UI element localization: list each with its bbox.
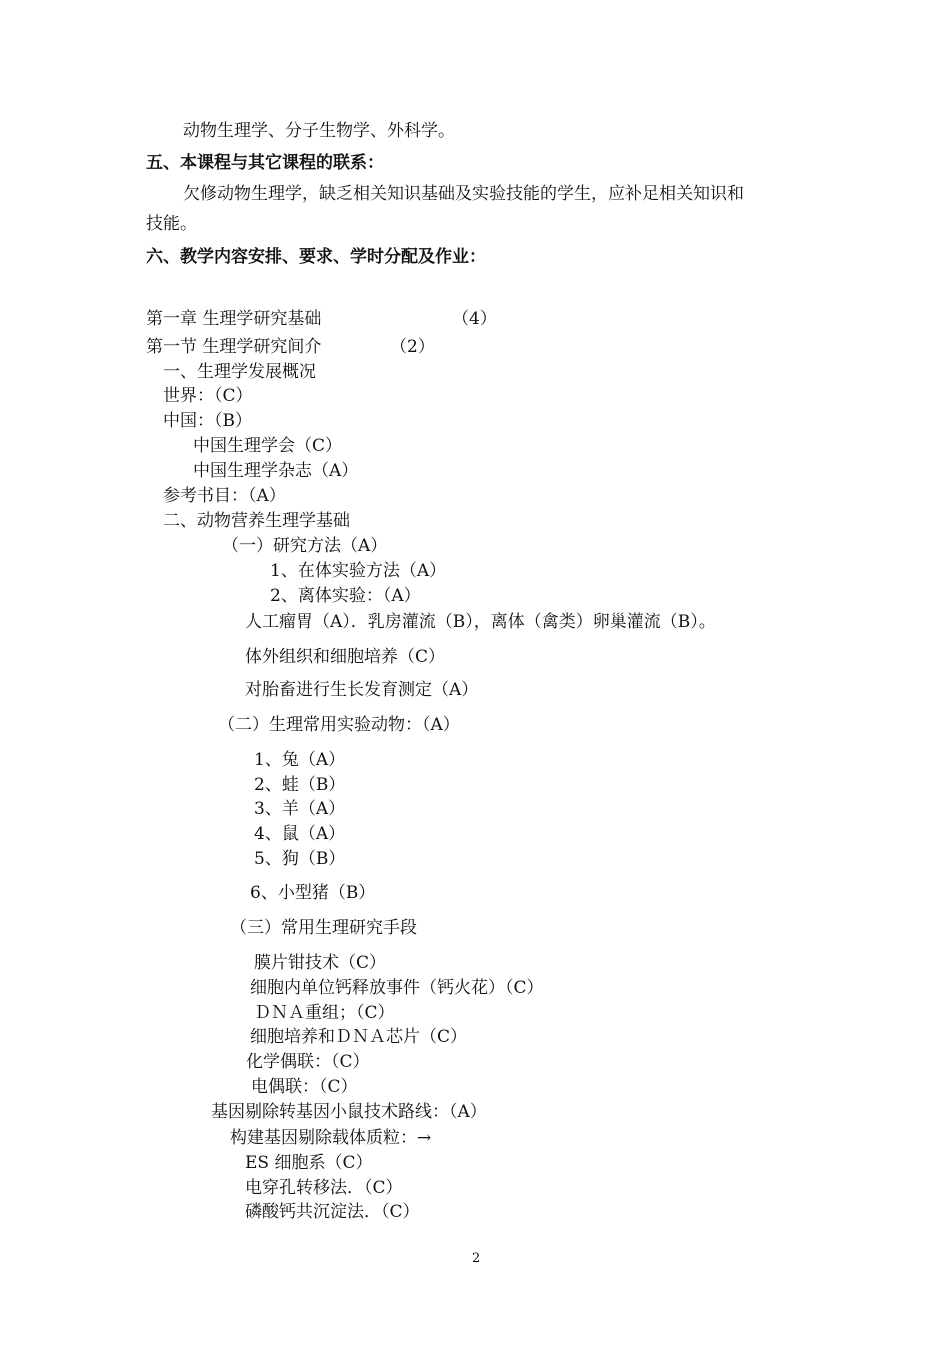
outline-item: 世界：（C） (163, 386, 253, 406)
outline-item: 细胞内单位钙释放事件（钙火花）（C） (250, 978, 544, 998)
outline-item: 2、蛙（B） (254, 775, 346, 795)
outline-item: 中国：（B） (163, 411, 252, 431)
outline-item: 二、动物营养生理学基础 (163, 511, 350, 531)
outline-item: 5、狗（B） (254, 849, 346, 869)
outline-item: 体外组织和细胞培养（C） (245, 647, 446, 667)
chapter-title: 第一章 生理学研究基础 (146, 309, 322, 329)
outline-item: 电穿孔转移法．（C） (245, 1178, 403, 1198)
outline-item: （一）研究方法（A） (222, 536, 388, 556)
outline-item: 2、离体实验：（A） (270, 586, 421, 606)
outline-item: 电偶联：（C） (251, 1077, 358, 1097)
outline-item: 6、小型猪（B） (250, 883, 376, 903)
outline-item: 人工瘤胃（A）．乳房灌流（B），离体（禽类）卵巢灌流（B）。 (245, 612, 716, 632)
outline-item: 中国生理学杂志（A） (193, 461, 359, 481)
outline-item: 细胞培养和ＤＮＡ芯片（C） (250, 1027, 468, 1047)
section-hours: （2） (390, 337, 435, 357)
outline-item: 参考书目：（A） (163, 486, 286, 506)
outline-item: ＤＮＡ重组；（C） (254, 1003, 395, 1023)
section-heading: 五、本课程与其它课程的联系： (146, 153, 384, 173)
outline-item: （三）常用生理研究手段 (230, 918, 417, 938)
page-number: 2 (472, 1251, 481, 1266)
outline-item: 构建基因剔除载体质粒：→ (230, 1128, 432, 1148)
outline-item: 1、兔（A） (254, 750, 346, 770)
text-line: 动物生理学、分子生物学、外科学。 (183, 121, 455, 141)
text-line: 欠修动物生理学，缺乏相关知识基础及实验技能的学生，应补足相关知识和 (183, 184, 744, 204)
outline-item: ES 细胞系（C） (245, 1153, 373, 1173)
outline-item: 化学偶联：（C） (246, 1052, 370, 1072)
outline-item: 膜片钳技术（C） (254, 953, 387, 973)
outline-item: 4、鼠（A） (254, 824, 346, 844)
outline-item: 磷酸钙共沉淀法．（C） (245, 1202, 420, 1222)
outline-item: 1、在体实验方法（A） (270, 561, 447, 581)
text-line: 技能。 (146, 214, 197, 234)
outline-item: 3、羊（A） (254, 799, 346, 819)
section-title: 第一节 生理学研究间介 (146, 337, 322, 357)
outline-item: 基因剔除转基因小鼠技术路线：（A） (211, 1102, 487, 1122)
outline-item: 对胎畜进行生长发育测定（A） (245, 680, 479, 700)
outline-item: 一、生理学发展概况 (163, 362, 316, 382)
section-heading: 六、教学内容安排、要求、学时分配及作业： (146, 247, 486, 267)
outline-item: 中国生理学会（C） (193, 436, 343, 456)
outline-item: （二）生理常用实验动物：（A） (218, 715, 460, 735)
chapter-hours: （4） (452, 309, 497, 329)
